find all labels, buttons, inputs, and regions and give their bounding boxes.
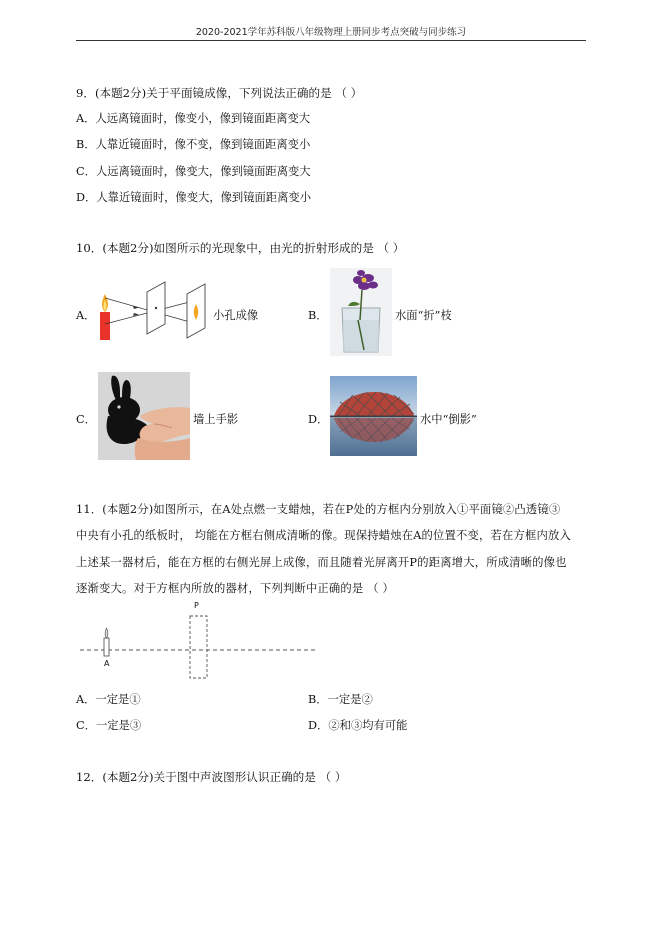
q9-option-c[interactable]: C．人远离镜面时，像变大，像到镜面距离变大 xyxy=(76,165,311,178)
q11-line-2: 中央有小孔的纸板时， 均能在方框右侧成清晰的像。现保持蜡烛在A的位置不变，若在方框内放入 xyxy=(76,529,572,542)
pinhole-diagram-icon xyxy=(95,280,210,342)
q11-line-1: 11．(本题2分)如图所示，在A处点燃一支蜡烛，若在P处的方框内分别放入①平面镜②凸透镜③ xyxy=(76,503,561,516)
q10-option-b-letter[interactable]: B． xyxy=(308,309,328,322)
q10-stem: 10．(本题2分)如图所示的光现象中，由光的折射形成的是 （ ） xyxy=(76,241,405,255)
q10-option-d-caption: 水中“倒影” xyxy=(420,413,477,426)
q10-option-c-caption: 墙上手影 xyxy=(193,413,239,426)
header-divider xyxy=(76,40,586,41)
q9-option-b[interactable]: B．人靠近镜面时，像不变，像到镜面距离变小 xyxy=(76,138,311,151)
q10-option-c-letter[interactable]: C． xyxy=(76,413,96,426)
dashed-box-p xyxy=(190,616,207,678)
q10-option-b-caption: 水面“折”枝 xyxy=(395,309,452,322)
q9-option-d[interactable]: D．人靠近镜面时，像变大，像到镜面距离变小 xyxy=(76,191,311,204)
flower-in-glass-photo-icon xyxy=(330,268,392,356)
page-header: 2020-2021学年苏科版八年级物理上册同步考点突破与同步练习 xyxy=(195,27,467,38)
q9-stem: 9．(本题2分)关于平面镜成像，下列说法正确的是 （ ） xyxy=(76,86,363,100)
q10-option-a-letter[interactable]: A． xyxy=(76,309,96,322)
q11-line-4: 逐渐变大。对于方框内所放的器材，下列判断中正确的是 （ ） xyxy=(76,582,395,595)
candle-icon xyxy=(104,638,109,656)
q11-option-d[interactable]: D．②和③均有可能 xyxy=(308,719,408,732)
q12-stem: 12．(本题2分)关于图中声波图形认识正确的是 （ ） xyxy=(76,770,347,784)
hand-shadow-rabbit-photo-icon xyxy=(98,372,190,460)
q10-option-d-letter[interactable]: D． xyxy=(308,413,329,426)
q11-option-b[interactable]: B．一定是② xyxy=(308,693,373,706)
q11-candle-box-diagram xyxy=(78,598,318,680)
q10-option-a-caption: 小孔成像 xyxy=(213,309,259,322)
q11-option-a[interactable]: A．一定是① xyxy=(76,693,141,706)
q11-line-3: 上述某一器材后，能在方框的右侧光屏上成像，而且随着光屏离开P的距离增大，所成清晰的像也 xyxy=(76,556,567,569)
q9-option-a[interactable]: A．人远离镜面时，像变小，像到镜面距离变大 xyxy=(76,112,311,125)
birds-nest-reflection-photo-icon xyxy=(330,376,417,456)
label-a: A xyxy=(104,659,110,668)
label-p: P xyxy=(194,601,199,610)
q11-option-c[interactable]: C．一定是③ xyxy=(76,719,142,732)
